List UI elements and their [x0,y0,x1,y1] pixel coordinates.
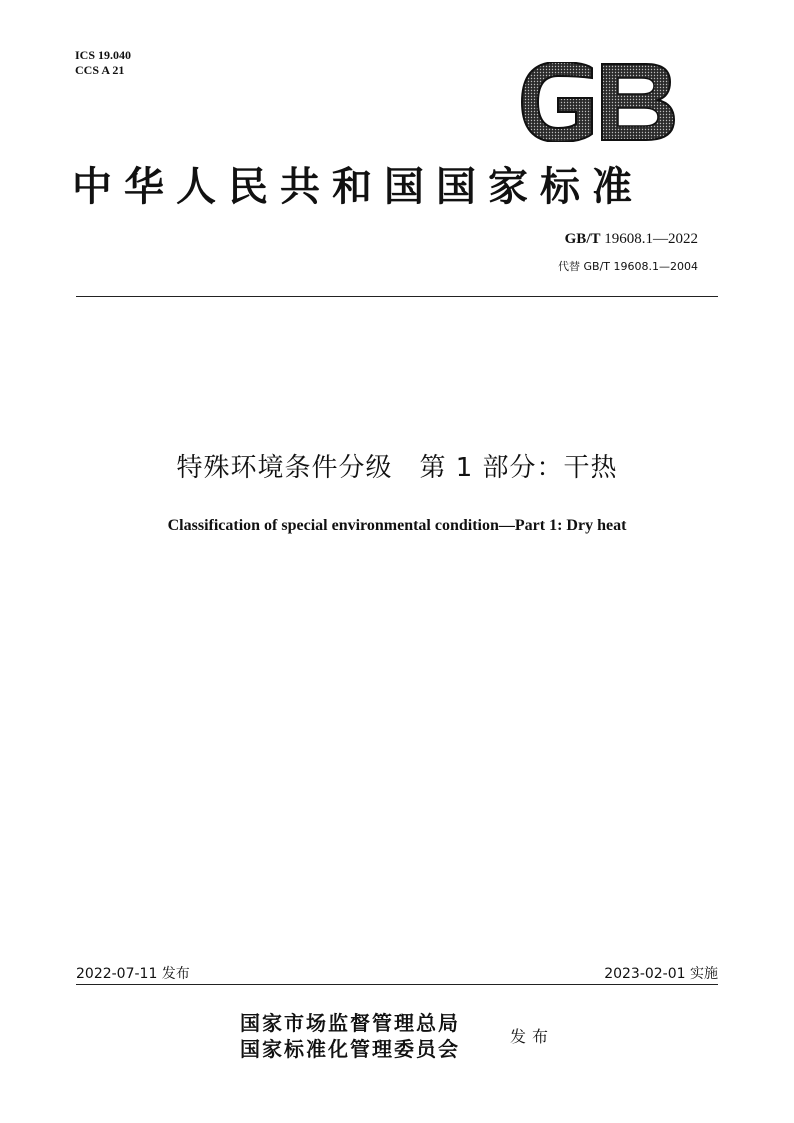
ics-code: ICS 19.040 [75,48,132,62]
gb-logo [518,62,676,142]
issuing-authorities [240,1010,460,1062]
national-standard-title: 中华人民共和国国家标准 [72,163,644,210]
document-title-cn: 特殊环境条件分级 第 1 部分：干热 [176,453,618,483]
classification-codes [75,48,131,78]
issuer-sac: 国家标准化管理委员会 [240,1037,460,1061]
issuer-samr: 国家市场监督管理总局 [240,1011,460,1035]
standard-number-value: 19608.1—2022 [604,231,698,247]
standard-number-prefix: GB/T [564,231,601,247]
ccs-code: CCS A 21 [75,63,125,77]
document-title-en: Classification of special environmental condition—Part 1: Dry heat [167,517,627,534]
replaces-standard: 代替 GB/T 19608.1—2004 [558,260,698,273]
issue-date: 2022-07-11 发布 [76,966,190,982]
standard-number [565,231,698,248]
publish-label: 发布 [510,1027,555,1046]
top-divider [76,296,718,297]
bottom-divider [76,984,718,985]
implementation-date: 2023-02-01 实施 [604,966,718,982]
